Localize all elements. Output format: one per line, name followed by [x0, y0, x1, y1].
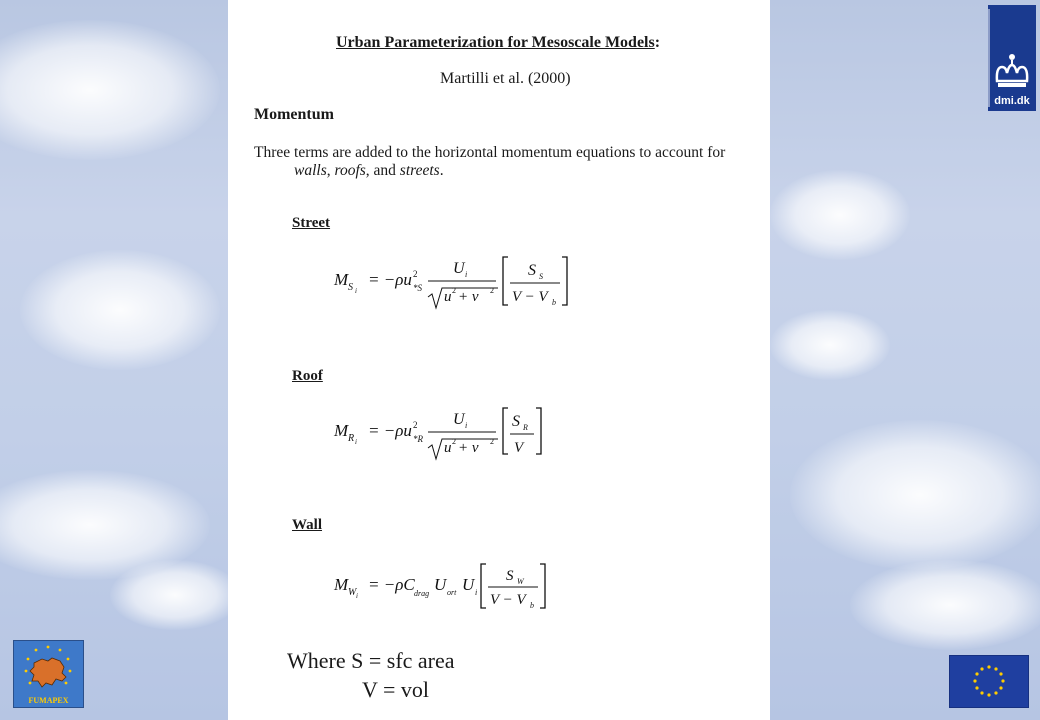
document-authors: Martilli et al. (2000) — [440, 70, 571, 87]
svg-text:W: W — [348, 587, 357, 598]
eu-flag — [949, 655, 1029, 708]
svg-text:S: S — [348, 282, 353, 293]
svg-text:W: W — [517, 577, 524, 586]
svg-text:= −ρu: = −ρu — [368, 421, 412, 440]
footnote-line1: Where S = sfc area — [287, 648, 455, 673]
svg-text:M: M — [334, 421, 349, 440]
subsection-roof: Roof — [292, 368, 323, 384]
svg-text:u: u — [444, 289, 452, 305]
fumapex-logo[interactable] — [13, 640, 84, 708]
svg-text:i: i — [465, 270, 468, 279]
svg-text:ort: ort — [447, 588, 457, 597]
svg-text:U: U — [462, 575, 475, 594]
svg-text:U: U — [453, 411, 465, 428]
svg-text:2: 2 — [413, 269, 418, 279]
svg-text:+ v: + v — [458, 440, 479, 456]
svg-text:M: M — [334, 575, 349, 594]
svg-text:+ v: + v — [458, 289, 479, 305]
svg-text:u: u — [444, 440, 452, 456]
svg-text:2: 2 — [452, 437, 456, 446]
equation-roof — [328, 404, 548, 466]
svg-text:i: i — [355, 438, 357, 446]
svg-text:2: 2 — [413, 420, 418, 430]
svg-text:2: 2 — [490, 286, 494, 295]
svg-text:S: S — [506, 568, 514, 584]
intro-text-line2: walls, roofs, and streets. — [294, 162, 444, 179]
svg-text:R: R — [523, 423, 528, 432]
svg-text:S: S — [512, 413, 520, 430]
document-title: Urban Parameterization for Mesoscale Models: — [336, 34, 661, 51]
eu-stars-icon — [950, 656, 1028, 707]
subsection-street: Street — [292, 215, 331, 231]
svg-text:*R: *R — [413, 434, 423, 444]
svg-text:i: i — [356, 592, 358, 600]
intro-text-line1: Three terms are added to the horizontal momentum equations to account for — [254, 144, 726, 161]
document-page — [228, 0, 770, 720]
svg-text:i: i — [355, 287, 357, 295]
svg-text:b: b — [530, 601, 534, 610]
dmi-logo-text: dmi.dk — [994, 95, 1030, 107]
equation-street — [328, 253, 588, 315]
svg-text:U: U — [453, 260, 465, 277]
svg-text:U: U — [434, 575, 447, 594]
svg-text:b: b — [552, 298, 556, 307]
dmi-logo[interactable] — [988, 5, 1036, 111]
equation-wall — [328, 560, 578, 616]
subsection-wall: Wall — [292, 517, 323, 533]
svg-text:drag: drag — [414, 589, 430, 598]
svg-text:2: 2 — [452, 286, 456, 295]
svg-text:M: M — [334, 270, 349, 289]
europe-map-icon — [14, 641, 83, 697]
fumapex-logo-text: FUMAPEX — [28, 696, 69, 705]
svg-text:*S: *S — [413, 283, 422, 293]
svg-text:S: S — [539, 272, 543, 281]
svg-text:= −ρu: = −ρu — [368, 270, 412, 289]
section-heading: Momentum — [254, 106, 334, 123]
svg-text:R: R — [348, 433, 355, 444]
svg-text:V − V: V − V — [512, 289, 548, 305]
svg-text:V − V: V − V — [490, 592, 526, 608]
svg-text:i: i — [475, 588, 478, 597]
svg-text:= −ρC: = −ρC — [368, 575, 415, 594]
svg-text:2: 2 — [490, 437, 494, 446]
footnote-line2: V = vol — [362, 677, 430, 702]
svg-text:S: S — [528, 262, 536, 279]
svg-text:V: V — [514, 440, 524, 456]
svg-text:i: i — [465, 421, 468, 430]
